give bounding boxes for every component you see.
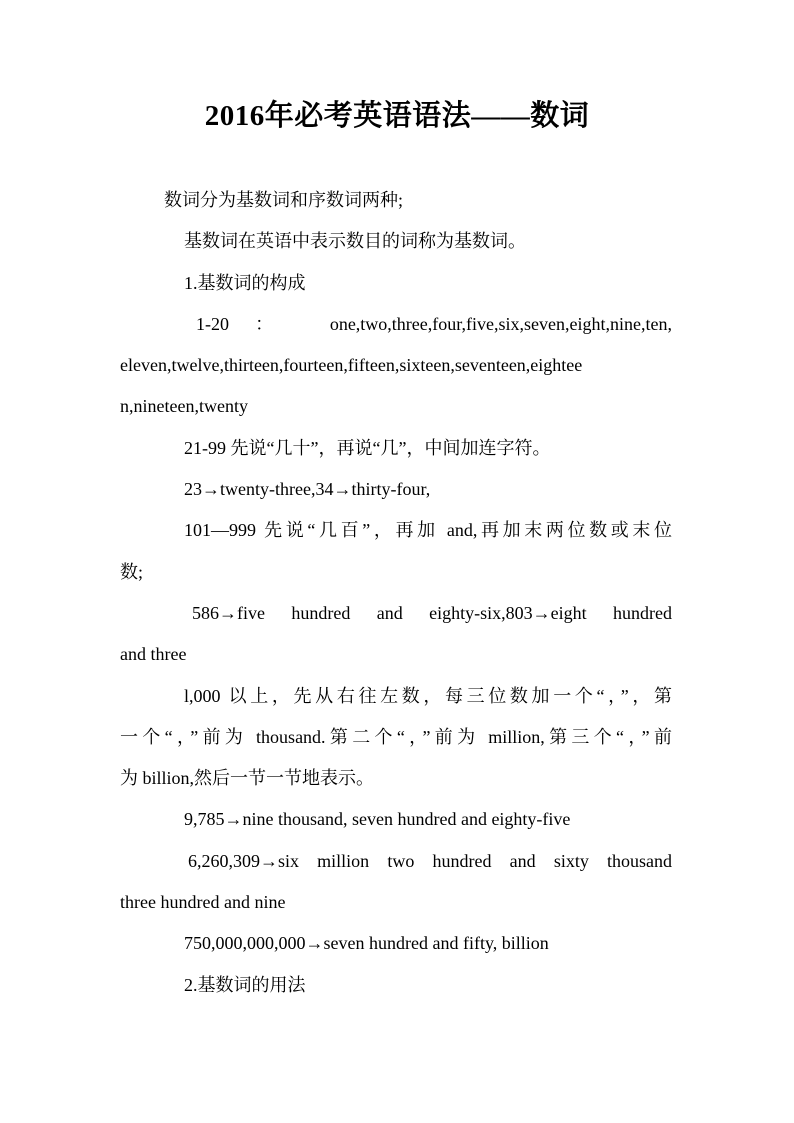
text-line-example-750-billion: 750,000,000,000→seven hundred and fifty, billion: [184, 933, 549, 954]
text-line-eleven-to-eighteen: eleven,twelve,thirteen,fourteen,fifteen,sixteen,seventeen,eightee: [120, 355, 583, 376]
text-line-21-99-example: 23→twenty-three,34→thirty-four,: [184, 479, 431, 500]
text-line-example-6260309-end: three hundred and nine: [120, 892, 286, 913]
text-line-101-999-example-end: and three: [120, 644, 187, 665]
text-line-thousand-rule: l,000 以上，先从右往左数，每三位数加一个“，”，第: [184, 685, 672, 706]
text-line-101-999-example: 586→five hundred and eighty-six,803→eight hundred: [192, 602, 672, 623]
text-line-1-20: 1-20： one,two,three,four,five,six,seven,eight,nine,ten,: [196, 313, 672, 334]
page-title: 2016年必考英语语法——数词: [204, 100, 590, 132]
text-line-101-999-rule: 101—999 先说“几百”，再加 and,再加末两位数或末位: [184, 520, 672, 541]
text-line-101-999-rule-end: 数;: [120, 561, 144, 582]
document-body: [120, 180, 672, 1006]
text-line-example-9785: 9,785→nine thousand, seven hundred and eighty-five: [184, 809, 571, 830]
paragraph-cardinal-definition: 基数词在英语中表示数目的词称为基数词。: [184, 231, 526, 252]
section-heading-usage: 2.基数词的用法: [184, 974, 306, 995]
text-line-thousand-rule-cont: 一个“，”前为 thousand.第二个“，”前为 million,第三个“，”前: [120, 726, 672, 747]
section-heading-formation: 1.基数词的构成: [184, 272, 306, 293]
text-line-thousand-rule-end: 为 billion,然后一节一节地表示。: [120, 768, 375, 789]
text-line-example-6260309: 6,260,309→six million two hundred and sixty thousand: [188, 850, 672, 871]
paragraph-classification: 数词分为基数词和序数词两种;: [164, 190, 403, 210]
text-line-21-99-rule: 21-99 先说“几十”，再说“几”，中间加连字符。: [184, 437, 551, 458]
text-line-nineteen-twenty: n,nineteen,twenty: [120, 396, 248, 417]
